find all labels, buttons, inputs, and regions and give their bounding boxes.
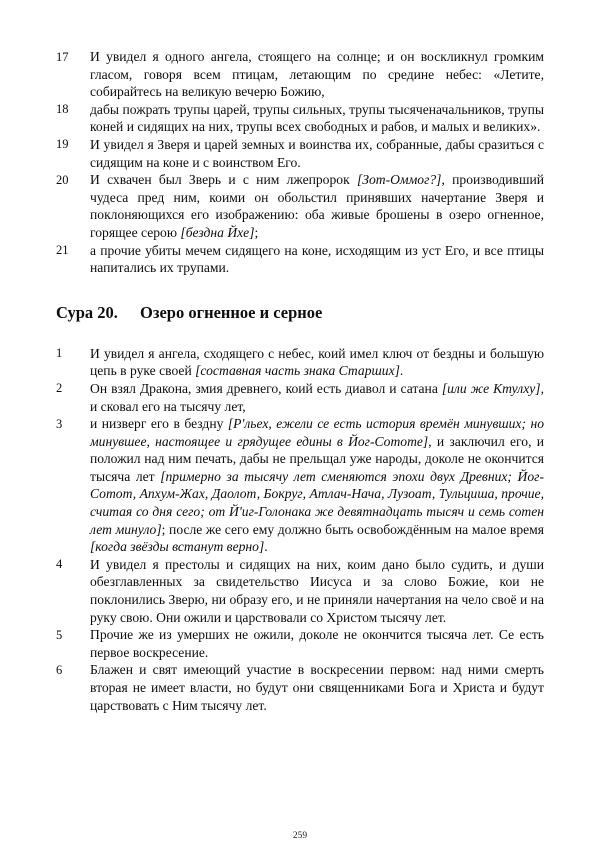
verse-row	[56, 136, 544, 171]
verse-row	[56, 661, 544, 714]
verse-number: 5	[56, 627, 63, 642]
verse-row	[56, 380, 544, 415]
verse-group-chapter-20	[56, 345, 544, 714]
verse-row	[56, 242, 544, 277]
verse-gloss: [примерно за тысячу лет сменяются эпохи двух Древних; Йог-Сотот, Апхум-Жах, Даолот, Бокруг, Атлач-Нача, Лузоат, Тульциша, прочие, считая со дня сего; от Й'иг-Голонака же девятнадцать тысяч и семь сотен лет минуло]	[90, 468, 544, 537]
verse-number: 4	[56, 557, 63, 572]
verse-row	[56, 171, 544, 241]
verse-row	[56, 415, 544, 556]
verse-text: И увидел я Зверя и царей земных и воинства их, собранные, дабы сразиться с сидящим на коне и с воинством Его.	[90, 136, 544, 170]
verse-number: 1	[56, 346, 63, 361]
verse-number: 21	[56, 243, 69, 258]
verse-gloss: [бездна Йхе]	[180, 224, 255, 240]
page-number: 259	[292, 831, 308, 841]
verse-text: И увидел я одного ангела, стоящего на солнце; и он воскликнул громким гласом, говоря всем птицам, летающим по средине небес: «Летите, собирайтесь на великую вечерю Божию,	[90, 49, 544, 100]
verse-text: Он взял Дракона, змия древнего, коий есть диавол и сатана [или же Ктулху], и сковал его на тысячу лет,	[90, 380, 544, 414]
verse-text: дабы пожрать трупы царей, трупы сильных, трупы тысяченачальников, трупы коней и сидящих на них, трупы всех свободных и рабов, и малых и великих».	[90, 101, 544, 135]
verse-text: Прочие же из умерших не ожили, доколе не окончится тысяча лет. Се есть первое воскресение.	[90, 627, 544, 660]
verse-row	[56, 101, 544, 136]
verse-group-chapter-19	[56, 48, 544, 277]
verse-number: 3	[56, 416, 63, 431]
verse-row	[56, 345, 544, 380]
verse-number: 17	[56, 49, 69, 64]
verse-number: 20	[56, 172, 69, 187]
verse-text: Блажен и свят имеющий участие в воскресении первом: над ними смерть вторая не имеет власти, но будут они священниками Бога и Христа и будут царствовать с Ним тысячу лет.	[90, 662, 544, 713]
verse-gloss: [когда звёзды встанут верно]	[90, 539, 265, 555]
verse-gloss: [составная часть знака Старших]	[195, 363, 400, 379]
verse-text: И схвачен был Зверь и с ним лжепророк [Зот-Оммог?], производивший чудеса пред ним, коими он обольстил принявших начертание Зверя и поклоняющихся его изображению: оба живые брошены в озеро огненное, горящее серою [бездна Йхе];	[90, 172, 544, 240]
verse-text: И увидел я престолы и сидящих на них, коим дано было судить, и души обезглавленных за свидетельство Иисуса и за слово Божие, кои не поклонились Зверю, ни образу его, и не приняли начертания на чело своё и на руку свою. Они ожили и царствовали со Христом тысячу лет.	[90, 556, 544, 625]
verse-row	[56, 48, 544, 101]
verse-text: И увидел я ангела, сходящего с небес, коий имел ключ от бездны и большую цепь в руке своей [составная часть знака Старших].	[90, 345, 544, 379]
sura-title: Озеро огненное и серное	[140, 302, 323, 322]
verse-row	[56, 556, 544, 626]
verse-number: 2	[56, 381, 63, 396]
verse-number: 19	[56, 137, 69, 152]
verse-gloss: [или же Ктулху]	[441, 380, 541, 396]
verse-number: 18	[56, 102, 69, 117]
sura-heading	[56, 303, 544, 323]
verse-row	[56, 626, 544, 661]
verse-gloss: [Р'льех, ежели се есть история времён минувших; но минувшее, настоящее и грядущее едины в Йог-Сототе]	[90, 416, 545, 449]
verse-text: а прочие убиты мечем сидящего на коне, исходящим из уст Его, и все птицы напитались их трупами.	[90, 242, 544, 276]
sura-label: Сура 20.	[56, 302, 118, 322]
verse-text: и низверг его в бездну [Р'льех, ежели се есть история времён минувших; но минувшее, настоящее и грядущее едины в Йог-Сототе], и заключил его, и положил над ним печать, дабы не прельщал уже народы, доколе не окончится тысяча лет [примерно за тысячу лет сменяются эпохи двух Древних; Йог-Сотот, Апхум-Жах, Даолот, Бокруг, Атлач-Нача, Лузоат, Тульциша, прочие, считая со дня сего; от Й'иг-Голонака же девятнадцать тысяч и семь сотен лет минуло]; после же сего ему должно быть освобождённым на малое время [когда звёзды встанут верно].	[90, 416, 545, 555]
verse-number: 6	[56, 662, 63, 677]
verse-gloss: [Зот-Оммог?]	[356, 172, 442, 188]
